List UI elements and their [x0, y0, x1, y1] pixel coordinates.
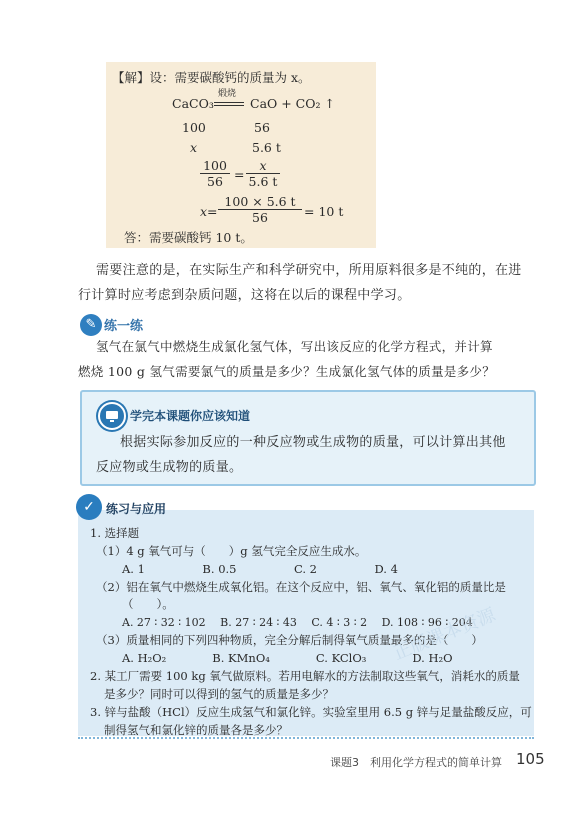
dotted-divider	[78, 737, 534, 739]
page-number: 105	[516, 750, 545, 768]
equals-sign: =	[234, 167, 245, 182]
equals-bar-top	[214, 102, 244, 103]
exercise-line: 制得氢气和氯化锌的质量各是多少？	[104, 723, 288, 737]
solution-box	[106, 62, 376, 248]
chapter-footer: 课题3 利用化学方程式的简单计算	[330, 756, 502, 769]
exercise-title: 练习与应用	[106, 502, 167, 516]
fraction-3-denominator: 56	[252, 210, 268, 225]
check-icon: ✓	[76, 494, 102, 520]
should-know-line-2: 反应物或生成物的质量。	[96, 460, 243, 475]
watermark: 正版课本资源	[390, 604, 499, 665]
fraction-2-numerator: x	[246, 158, 280, 174]
fraction-1-denominator: 56	[207, 174, 223, 189]
exercise-line: 是多少？同时可以得到的氢气的质量是多少？	[104, 687, 334, 701]
mass-caco3: 100	[182, 120, 206, 135]
reactant: CaCO₃	[172, 96, 214, 111]
fraction-1-numerator: 100	[200, 158, 230, 174]
products: CaO + CO₂ ↑	[250, 96, 335, 111]
pencil-icon: ✎	[80, 314, 102, 336]
exercise-line: （2）铝在氧气中燃烧生成氧化铝。在这个反应中，铝、氧气、氧化铝的质量比是	[96, 580, 506, 594]
practice-line-1: 氢气在氯气中燃烧生成氯化氢气体，写出该反应的化学方程式，并计算	[96, 339, 493, 354]
exercise-line: A. 27 ∶ 32 ∶ 102 B. 27 ∶ 24 ∶ 43 C. 4 ∶ 3 ∶ 2 D. 108 ∶ 96 ∶ 204	[122, 616, 473, 629]
should-know-title: 学完本课题你应该知道	[130, 409, 251, 423]
should-know-line-1: 根据实际参加反应的一种反应物或生成物的质量，可以计算出其他	[120, 435, 506, 450]
unknown-mass: x	[190, 140, 198, 155]
x-equals: x=	[200, 204, 218, 219]
exercise-line: （1）4 g 氧气可与（ ）g 氢气完全反应生成水。	[96, 544, 367, 558]
exercise-line: （ ）。	[122, 597, 174, 611]
fraction-2-denominator: 5.6 t	[248, 174, 278, 189]
exercise-line: 1. 选择题	[90, 526, 140, 540]
practice-line-2: 燃烧 100 g 氢气需要氯气的质量是多少？生成氯化氢气体的质量是多少？	[78, 364, 496, 379]
given-mass: 5.6 t	[252, 140, 281, 155]
practice-title: 练一练	[104, 319, 144, 334]
exercise-line: 2. 某工厂需要 100 kg 氧气做原料。若用电解水的方法制取这些氧气，消耗水的质量	[90, 669, 520, 683]
exercise-line: A. H₂O₂ B. KMnO₄ C. KClO₃ D. H₂O	[122, 651, 453, 665]
monitor-icon	[98, 402, 126, 430]
exercise-line: 3. 锌与盐酸（HCl）反应生成氢气和氯化锌。实验室里用 6.5 g 锌与足量盐酸反应，可	[90, 705, 532, 719]
exercise-line: A. 1 B. 0.5 C. 2 D. 4	[122, 562, 398, 576]
solution-answer: 答：需要碳酸钙 10 t。	[124, 230, 253, 245]
exercise-line: （3）质量相同的下列四种物质，完全分解后制得氧气质量最多的是（ ）	[96, 633, 483, 647]
mass-cao: 56	[254, 120, 270, 135]
note-line-2: 行计算时应考虑到杂质问题，这将在以后的课程中学习。	[78, 288, 411, 303]
note-line-1: 需要注意的是，在实际生产和科学研究中，所用原料很多是不纯的，在进	[96, 263, 522, 278]
reaction-condition: 煅烧	[218, 89, 237, 99]
result: = 10 t	[304, 204, 344, 219]
fraction-3-numerator: 100 × 5.6 t	[218, 194, 302, 210]
equals-bar-bottom	[214, 105, 244, 106]
fraction-2	[246, 158, 280, 189]
solution-intro: 【解】设：需要碳酸钙的质量为 x。	[112, 70, 311, 85]
fraction-3	[218, 194, 302, 225]
fraction-1	[200, 158, 230, 189]
